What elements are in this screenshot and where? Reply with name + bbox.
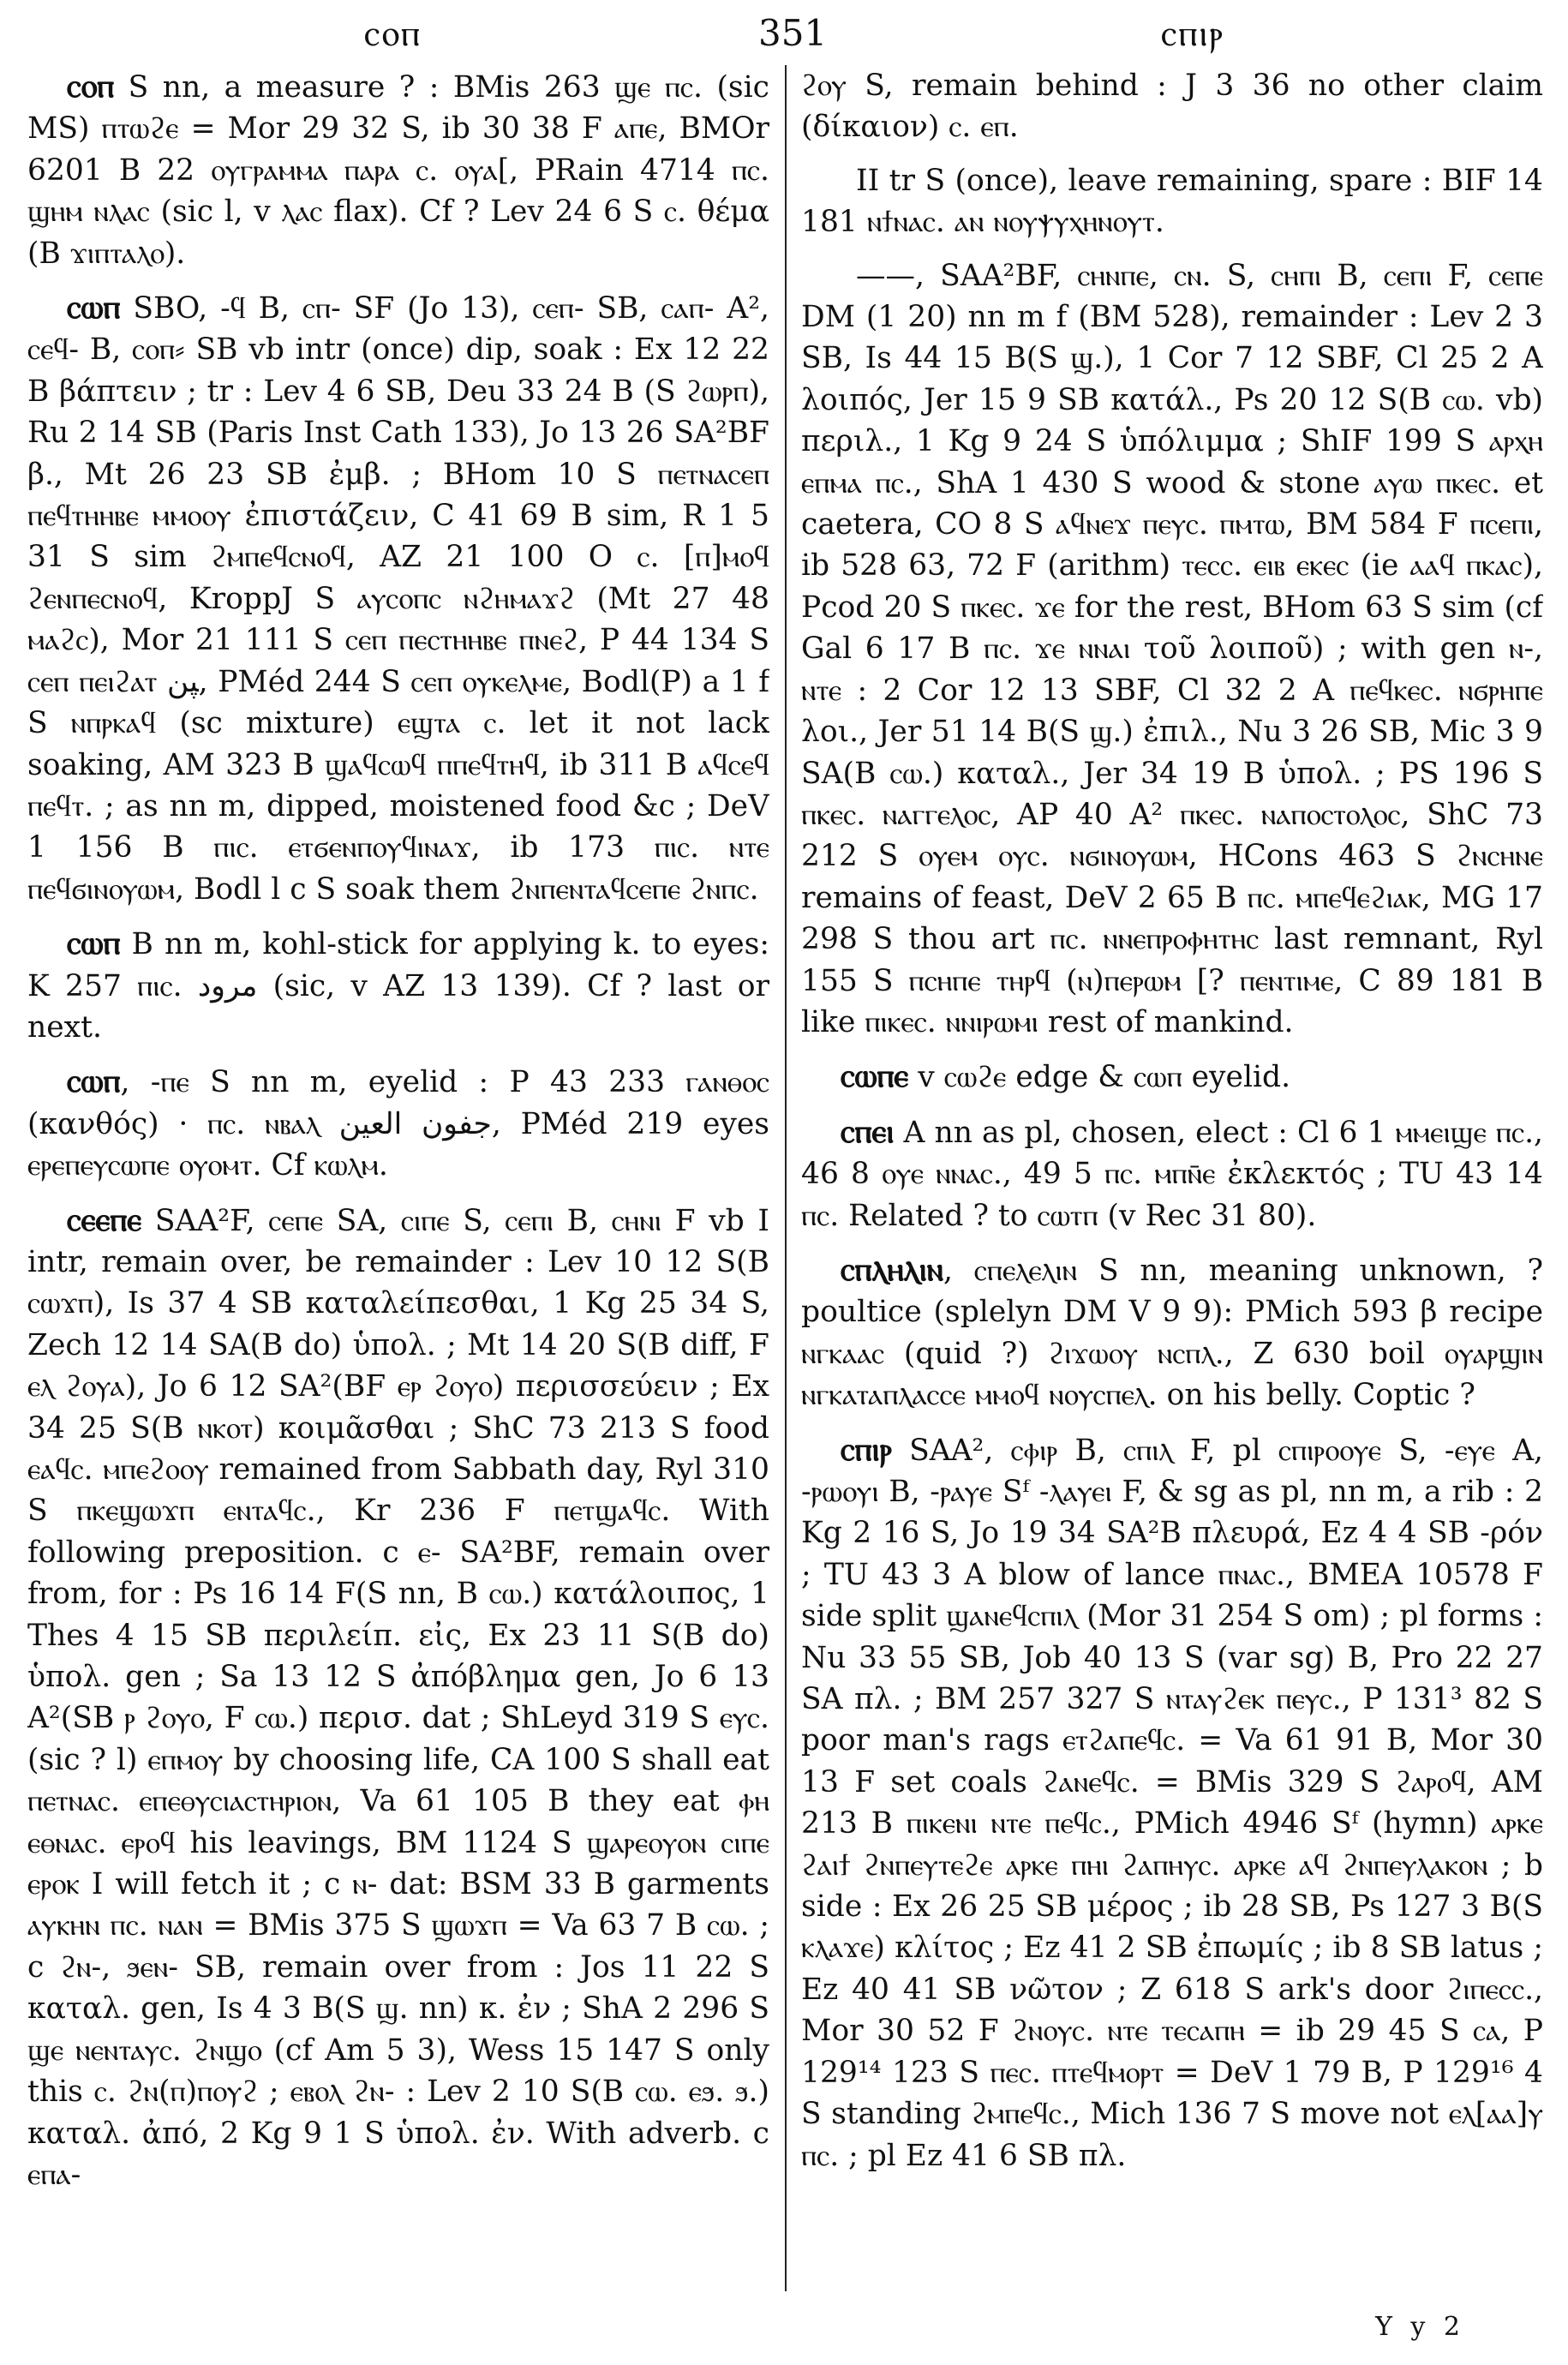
entry-headword: ⲥⲱⲡⲉ — [841, 1056, 909, 1095]
entry — [27, 1060, 769, 1186]
entry-headword: ⲥⲱⲡ — [67, 1061, 121, 1100]
entry-text: SBO, -ϥ B, ⲥⲡ- SF (Jo 13), ⲥⲉⲡ- SB, ⲥⲁⲡ- A², ⲥⲉϥ- B, ⲥⲟⲡ⸗ SB vb intr (once) dip, soak : Ex 12 22 B βάπτειν ; tr : Lev 4 6 SB, Deu 33 24 B (S ϩⲱⲣⲡ), Ru 2 14 SB (Paris Inst Cath 133), Jo 13 26 SA²BF β., Mt 26 23 SB ἐμβ. ; BHom 10 S ⲡⲉⲧⲛⲁⲥⲉⲡ ⲡⲉϥⲧⲏⲏⲃⲉ ⲙⲙⲟⲟⲩ ἐπιστάζειν, C 41 69 B sim, R 1 5 31 S sim ϩⲙⲡⲉϥⲥⲛⲟϥ, AZ 21 100 O ⲥ. [ⲡ]ⲙⲟϥ ϩⲉⲛⲡⲉⲥⲛⲟϥ, KroppJ S ⲁⲩⲥⲟⲡⲥ ⲛϩⲏⲙⲁϫϩ (Mt 27 48 ⲙⲁϩⲥ), Mor 21 111 S ⲥⲉⲡ ⲡⲉⲥⲧⲏⲏⲃⲉ ⲡⲛⲉϩ, P 44 134 S ⲥⲉⲡ ⲡⲉⲓϩⲁⲧ ﭙﻦ, PMéd 244 S ⲥⲉⲡ ⲟⲩⲕⲉⲗⲙⲉ, Bodl(P) a 1 f S ⲛⲡⲣⲕⲁϥ (sc mixture) ⲉϣⲧⲁ ⲥ. let it not lack soaking, AM 323 B ϣⲁϥⲥⲱϥ ⲡⲡⲉϥⲧⲏϥ, ib 311 B ⲁϥⲥⲉϥ ⲡⲉϥⲧ. ; as nn m, dipped, moistened food &c ; DeV 1 156 B ⲡⲓⲥ. ⲉⲧϭⲉⲛⲡⲟⲩϥⲓⲛⲁϫ, ib 173 ⲡⲓⲥ. ⲛⲧⲉ ⲡⲉϥϭⲓⲛⲟⲩⲱⲙ, Bodl l c S soak them ϩⲛⲡⲉⲛⲧⲁϥⲥⲉⲡⲉ ϩⲛⲡⲥ. — [27, 291, 769, 907]
entry-headword: ⲥⲡⲗⲏⲗⲓⲛ — [841, 1248, 944, 1288]
running-head — [26, 7, 1542, 67]
entry-headword: ⲥⲱⲡ — [67, 287, 121, 326]
entry-text: , -ⲡⲉ S nn m, eyelid : P 43 233 ⲅⲁⲛⲑⲟⲥ (κανθός) · ⲡⲥ. ⲛⲃⲁⲗ جفون العين, PMéd 219 eyes ⲉⲣⲉⲡⲉⲩⲥⲱⲡⲉ ⲟⲩⲟⲙⲧ. Cf ⲕⲱⲗⲙ. — [27, 1065, 769, 1183]
entry-headword: ⲥⲱⲡ — [67, 923, 121, 962]
entry-headword: ⲥⲡⲓⲣ — [841, 1428, 892, 1468]
entry — [801, 1055, 1543, 1098]
entry-headword: ⲥⲉⲉⲡⲉ — [67, 1199, 142, 1238]
entry — [27, 286, 769, 910]
entry — [801, 1428, 1543, 2176]
entry-text: S nn, a measure ? : BMis 263 ϣⲉ ⲡⲥ. (sic MS) ⲡⲧⲱϩⲉ = Mor 29 32 S, ib 30 38 F ⲁⲡⲉ, BMOr 6201 B 22 ⲟⲩⲅⲣⲁⲙⲙⲁ ⲡⲁⲣⲁ ⲥ. ⲟⲩⲁ[, PRain 4714 ⲡⲥ. ϣⲏⲙ ⲛⲗⲁⲥ (sic l, v ⲗⲁⲥ flax). Cf ? Lev 24 6 S ⲥ. θέμα (B ϫⲓⲡⲧⲁⲗⲟ). — [27, 70, 769, 271]
right-column — [801, 65, 1543, 2293]
entry-continuation — [801, 65, 1543, 148]
entry-text: II tr S (once), leave remaining, spare : BIF 14 181 ⲛϯⲛⲁⲥ. ⲁⲛ ⲛⲟⲩⲯⲩⲭⲏⲛⲟⲩⲧ. — [801, 163, 1543, 240]
entry — [27, 1199, 769, 2196]
entry — [801, 1111, 1543, 1236]
entry-subsense — [801, 160, 1543, 243]
running-headword-right: ⲥⲡⲓⲣ — [1161, 12, 1225, 54]
entry-subentry — [801, 255, 1543, 1044]
entry — [801, 1248, 1543, 1416]
entry-text: ϩⲟⲩ S, remain behind : J 3 36 no other claim (δίκαιον) ⲥ. ⲉⲡ. — [801, 69, 1543, 145]
entry-text: ——, SAA²BF, ⲥⲏⲛⲡⲉ, ⲥⲛ. S, ⲥⲏⲡⲓ B, ⲥⲉⲡⲓ F, ⲥⲉⲡⲉ DM (1 20) nn m f (BM 528), remainder : Lev 2 3 SB, Is 44 15 B(S ϣ.), 1 Cor 7 12 SBF, Cl 25 2 A λοιπός, Jer 15 9 SB κατάλ., Ps 20 12 S(B ⲥⲱ. vb) περιλ., 1 Kg 9 24 S ὑπόλιμμα ; ShIF 199 S ⲁⲣⲭⲏ ⲉⲡⲙⲁ ⲡⲥ., ShA 1 430 S wood & stone ⲁⲩⲱ ⲡⲕⲉⲥ. et caetera, CO 8 S ⲁϥⲛⲉϫ ⲡⲉⲩⲥ. ⲡⲙⲧⲱ, BM 584 F ⲡⲥⲉⲡⲓ, ib 528 63, 72 F (arithm) ⲧⲉⲥⲥ. ⲉⲓⲃ ⲉⲕⲉⲥ (ie ⲁⲁϥ ⲡⲕⲁⲥ), Pcod 20 S ⲡⲕⲉⲥ. ϫⲉ for the rest, BHom 63 S sim (cf Gal 6 17 B ⲡⲥ. ϫⲉ ⲛⲛⲁⲓ τοῦ λοιποῦ) ; with gen ⲛ-, ⲛⲧⲉ : 2 Cor 12 13 SBF, Cl 32 2 A ⲡⲉϥⲕⲉⲥ. ⲛϭⲣⲏⲡⲉ λοι., Jer 51 14 B(S ϣ.) ἐπιλ., Nu 3 26 SB, Mic 3 9 SA(B ⲥⲱ.) καταλ., Jer 34 19 B ὑπολ. ; PS 196 S ⲡⲕⲉⲥ. ⲛⲁⲅⲅⲉⲗⲟⲥ, AP 40 A² ⲡⲕⲉⲥ. ⲛⲁⲡⲟⲥⲧⲟⲗⲟⲥ, ShC 73 212 S ⲟⲩⲉⲙ ⲟⲩⲥ. ⲛϭⲓⲛⲟⲩⲱⲙ, HCons 463 S ϩⲛⲥⲏⲛⲉ remains of feast, DeV 2 65 B ⲡⲥ. ⲙⲡⲉϥⲉϩⲓⲁⲕ, MG 17 298 S thou art ⲡⲥ. ⲛⲛⲉⲡⲣⲟⲫⲏⲧⲏⲥ last remnant, Ryl 155 S ⲡⲥⲏⲡⲉ ⲧⲏⲣϥ (ⲛ)ⲡⲉⲣⲱⲙ [? ⲡⲉⲛⲧⲓⲙⲉ, C 89 181 B like ⲡⲓⲕⲉⲥ. ⲛⲛⲓⲣⲱⲙⲓ rest of mankind. — [801, 258, 1543, 1039]
running-headword-left: ⲥⲟⲡ — [364, 12, 422, 54]
page-number: 351 — [758, 12, 828, 54]
entry-headword: ⲥⲡⲉⲓ — [841, 1111, 895, 1150]
signature-mark: Y y 2 — [1375, 2312, 1465, 2342]
entry — [27, 65, 769, 274]
entry — [27, 922, 769, 1048]
entry-text: A nn as pl, chosen, elect : Cl 6 1 ⲙⲙⲉⲓϣⲉ ⲡⲥ., 46 8 ⲟⲩⲉ ⲛⲛⲁⲥ., 49 5 ⲡⲥ. ⲙⲡⲛ̄ⲉ ἐκλεκτός ; TU 43 14 ⲡⲥ. Related ? to ⲥⲱⲧⲡ (v Rec 31 80). — [801, 1115, 1543, 1233]
left-column — [27, 65, 769, 2293]
entry-text: B nn m, kohl-stick for applying k. to eyes: K 257 ⲡⲓⲥ. مرود (sic, v AZ 13 139). Cf ? last or next. — [27, 927, 769, 1045]
entry-text: , ⲥⲡⲉⲗⲉⲗⲓⲛ S nn, meaning unknown, ? poultice (splelyn DM V 9 9): PMich 593 β recipe ⲛⲅⲕⲁⲁⲥ (quid ?) ϩⲓϫⲱⲟⲩ ⲛⲥⲡⲗ., Z 630 boil ⲟⲩⲁⲣϣⲓⲛ ⲛⲅⲕⲁⲧⲁⲡⲗⲁⲥⲥⲉ ⲙⲙⲟϥ ⲛⲟⲩⲥⲡⲉⲗ. on his belly. Coptic ? — [801, 1253, 1543, 1413]
column-divider — [785, 65, 787, 2291]
entry-text: SAA², ⲥⲫⲓⲣ B, ⲥⲡⲓⲗ F, pl ⲥⲡⲓⲣⲟⲟⲩⲉ S, -ⲉⲩⲉ A, -ⲣⲱⲟⲩⲓ B, -ⲣⲁⲩⲉ Sᶠ -ⲗⲁⲩⲉⲓ F, & sg as pl, nn m, a rib : 2 Kg 2 16 S, Jo 19 34 SA²B πλευρά, Ez 4 4 SB -ρόν ; TU 43 3 A blow of lance ⲡⲛⲁⲥ., BMEA 10578 F side split ϣⲁⲛⲉϥⲥⲡⲓⲗ (Mor 31 254 S om) ; pl forms : Nu 33 55 SB, Job 40 13 S (var sg) B, Pro 22 27 SA πλ. ; BM 257 327 S ⲛⲧⲁⲩϩⲉⲕ ⲡⲉⲩⲥ., P 131³ 82 S poor man's rags ⲉⲧϩⲁⲡⲉϥⲥ. = Va 61 91 B, Mor 30 13 F set coals ϩⲁⲛⲉϥⲥ. = BMis 329 S ϩⲁⲣⲟϥ, AM 213 B ⲡⲓⲕⲉⲛⲓ ⲛⲧⲉ ⲡⲉϥⲥ., PMich 4946 Sᶠ (hymn) ⲁⲣⲕⲉ ϩⲁⲓϯ ϩⲛⲡⲉⲩⲧⲉϩⲉ ⲁⲣⲕⲉ ⲡⲏⲓ ϩⲁⲡⲏⲩⲥ. ⲁⲣⲕⲉ ⲁϥ ϩⲛⲡⲉⲩⲗⲁⲕⲟⲛ ; b side : Ex 26 25 SB μέρος ; ib 28 SB, Ps 127 3 B(S ⲕⲗⲁϫⲉ) κλίτος ; Ez 41 2 SB ἐπωμίς ; ib 8 SB latus ; Ez 40 41 SB νῶτον ; Z 618 S ark's door ϩⲓⲡⲉⲥⲥ., Mor 30 52 F ϩⲛⲟⲩⲥ. ⲛⲧⲉ ⲧⲉⲥⲁⲡⲏ = ib 29 45 S ⲥⲁ, P 129¹⁴ 123 S ⲡⲉⲥ. ⲡⲧⲉϥⲙⲟⲣⲧ = DeV 1 79 B, P 129¹⁶ 4 S standing ϩⲙⲡⲉϥⲥ., Mich 136 7 S move not ⲉⲗ[ⲁⲁ]ⲩ ⲡⲥ. ; pl Ez 41 6 SB πλ. — [801, 1433, 1543, 2173]
entry-text: SAA²F, ⲥⲉⲡⲉ SA, ⲥⲓⲡⲉ S, ⲥⲉⲡⲓ B, ⲥⲏⲛⲓ F vb I intr, remain over, be remainder : Lev 10 12 S(B ⲥⲱϫⲡ), Is 37 4 SB καταλείπεσθαι, 1 Kg 25 34 S, Zech 12 14 SA(B do) ὑπολ. ; Mt 14 20 S(B diff, F ⲉⲗ ϩⲟⲩⲁ), Jo 6 12 SA²(BF ⲉⲣ ϩⲟⲩⲟ) περισσεύειν ; Ex 34 25 S(B ⲛⲕⲟⲧ) κοιμᾶσθαι ; ShC 73 213 S food ⲉⲁϥⲥ. ⲙⲡⲉϩⲟⲟⲩ remained from Sabbath day, Ryl 310 S ⲡⲕⲉϣⲱϫⲡ ⲉⲛⲧⲁϥⲥ., Kr 236 F ⲡⲉⲧϣⲁϥⲥ. With following preposition. c ⲉ- SA²BF, remain over from, for : Ps 16 14 F(S nn, B ⲥⲱ.) κατάλοιπος, 1 Thes 4 15 SB περιλείπ. εἰς, Ex 23 11 S(B do) ὑπολ. gen ; Sa 13 12 S ἀπόβλημα gen, Jo 6 13 A²(SB ⲣ ϩⲟⲩⲟ, F ⲥⲱ.) περισ. dat ; ShLeyd 319 S ⲉⲩⲥ. (sic ? l) ⲉⲡⲙⲟⲩ by choosing life, CA 100 S shall eat ⲡⲉⲧⲛⲁⲥ. ⲉⲡⲉⲑⲩⲥⲓⲁⲥⲧⲏⲣⲓⲟⲛ, Va 61 105 B they eat ⲫⲏ ⲉⲑⲛⲁⲥ. ⲉⲣⲟϥ his leavings, BM 1124 S ϣⲁⲣⲉⲟⲩⲟⲛ ⲥⲓⲡⲉ ⲉⲣⲟⲕ I will fetch it ; c ⲛ- dat: BSM 33 B garments ⲁⲩⲕⲏⲛ ⲡⲥ. ⲛⲁⲛ = BMis 375 S ϣⲱϫⲡ = Va 63 7 B ⲥⲱ. ; c ϩⲛ-, ϧⲉⲛ- SB, remain over from : Jos 11 22 S καταλ. gen, Is 4 3 B(S ϣ. nn) κ. ἐν ; ShA 2 296 S ϣⲉ ⲛⲉⲛⲧⲁⲩⲥ. ϩⲛϣⲟ (cf Am 5 3), Wess 15 147 S only this ⲥ. ϩⲛ(ⲡ)ⲡⲟⲩϩ ; ⲉⲃⲟⲗ ϩⲛ- : Lev 2 10 S(B ⲥⲱ. ⲉϧ. ϧ.) καταλ. ἀπό, 2 Kg 9 1 S ὑπολ. ἐν. With adverb. c ⲉⲡⲁ- — [27, 1203, 769, 2192]
entry-text: v ⲥⲱϩⲉ edge & ⲥⲱⲡ eyelid. — [918, 1060, 1291, 1095]
entry-headword: ⲥⲟⲡ — [67, 66, 115, 105]
